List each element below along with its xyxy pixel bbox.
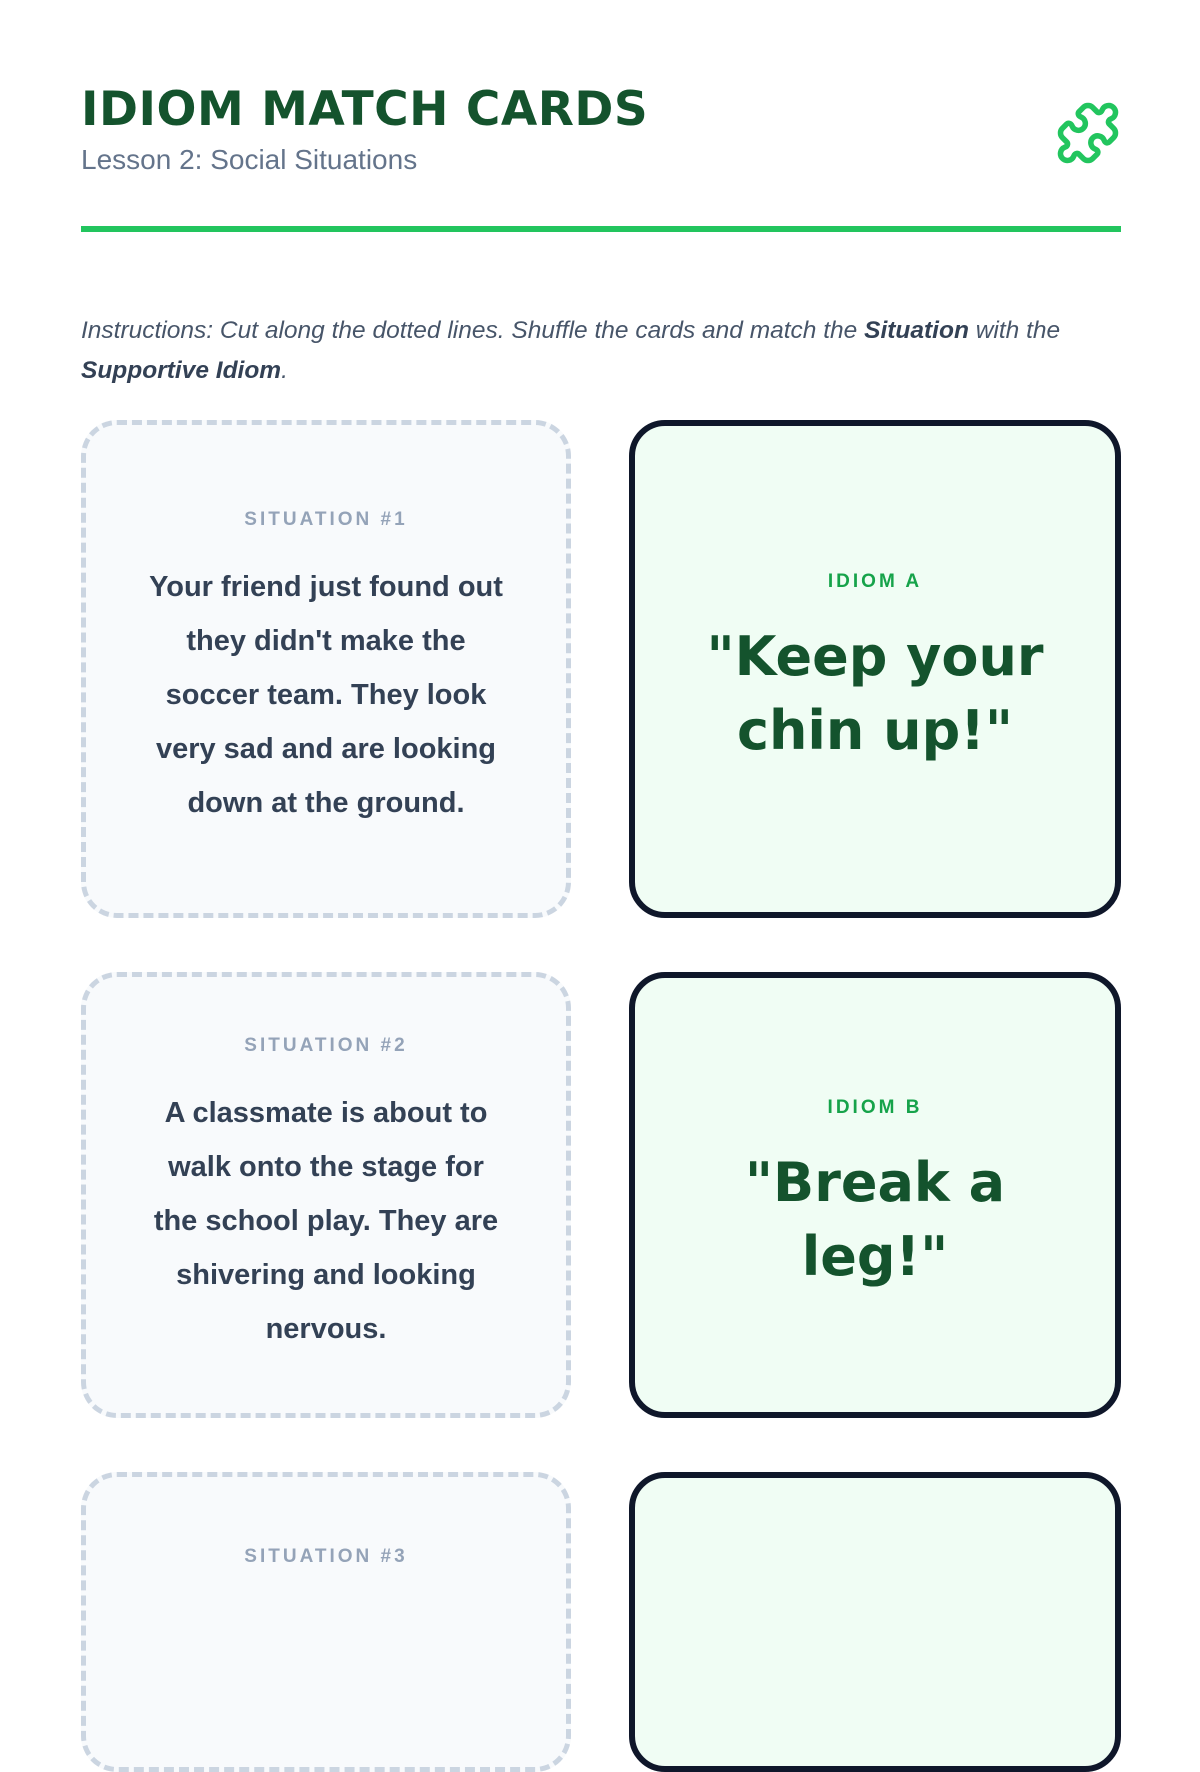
situation-label: SITUATION #2: [244, 1035, 408, 1056]
idiom-card-b: [629, 972, 1121, 1418]
lesson-subtitle: Lesson 2: Social Situations: [81, 144, 418, 175]
situation-card-3: [81, 1472, 571, 1772]
idiom-card-c: [629, 1472, 1121, 1772]
instructions-lead: Instructions: Cut along the dotted lines. Shuffle the cards and match the: [81, 316, 865, 344]
header-divider: [81, 226, 1121, 232]
situation-label: SITUATION #3: [244, 1546, 408, 1567]
worksheet-header: [81, 78, 1121, 198]
idiom-label: IDIOM B: [827, 1097, 923, 1118]
idiom-text: "Break a leg!": [744, 1151, 1006, 1288]
idiom-text: "Keep your chin up!": [706, 625, 1044, 762]
puzzle-icon: [1055, 100, 1121, 166]
situation-card-2: [81, 972, 571, 1418]
situation-label: SITUATION #1: [244, 509, 408, 530]
page-title: IDIOM MATCH CARDS: [81, 82, 649, 137]
idiom-label: IDIOM A: [827, 571, 923, 592]
instructions-end: .: [281, 356, 288, 384]
idiom-card-a: [629, 420, 1121, 918]
instructions-mid: with the: [968, 316, 1061, 344]
instructions-term-idiom: Supportive Idiom: [81, 356, 282, 384]
instructions: [81, 311, 1121, 391]
situation-text: Your friend just found out they didn't make the soccer team. They look very sad and are looking down at the ground.: [149, 571, 503, 819]
situation-text: A classmate is about to walk onto the stage for the school play. They are shivering and looking nervous.: [153, 1097, 499, 1345]
instructions-term-situation: Situation: [864, 316, 969, 344]
situation-card-1: [81, 420, 571, 918]
worksheet-page: [81, 0, 1121, 1600]
